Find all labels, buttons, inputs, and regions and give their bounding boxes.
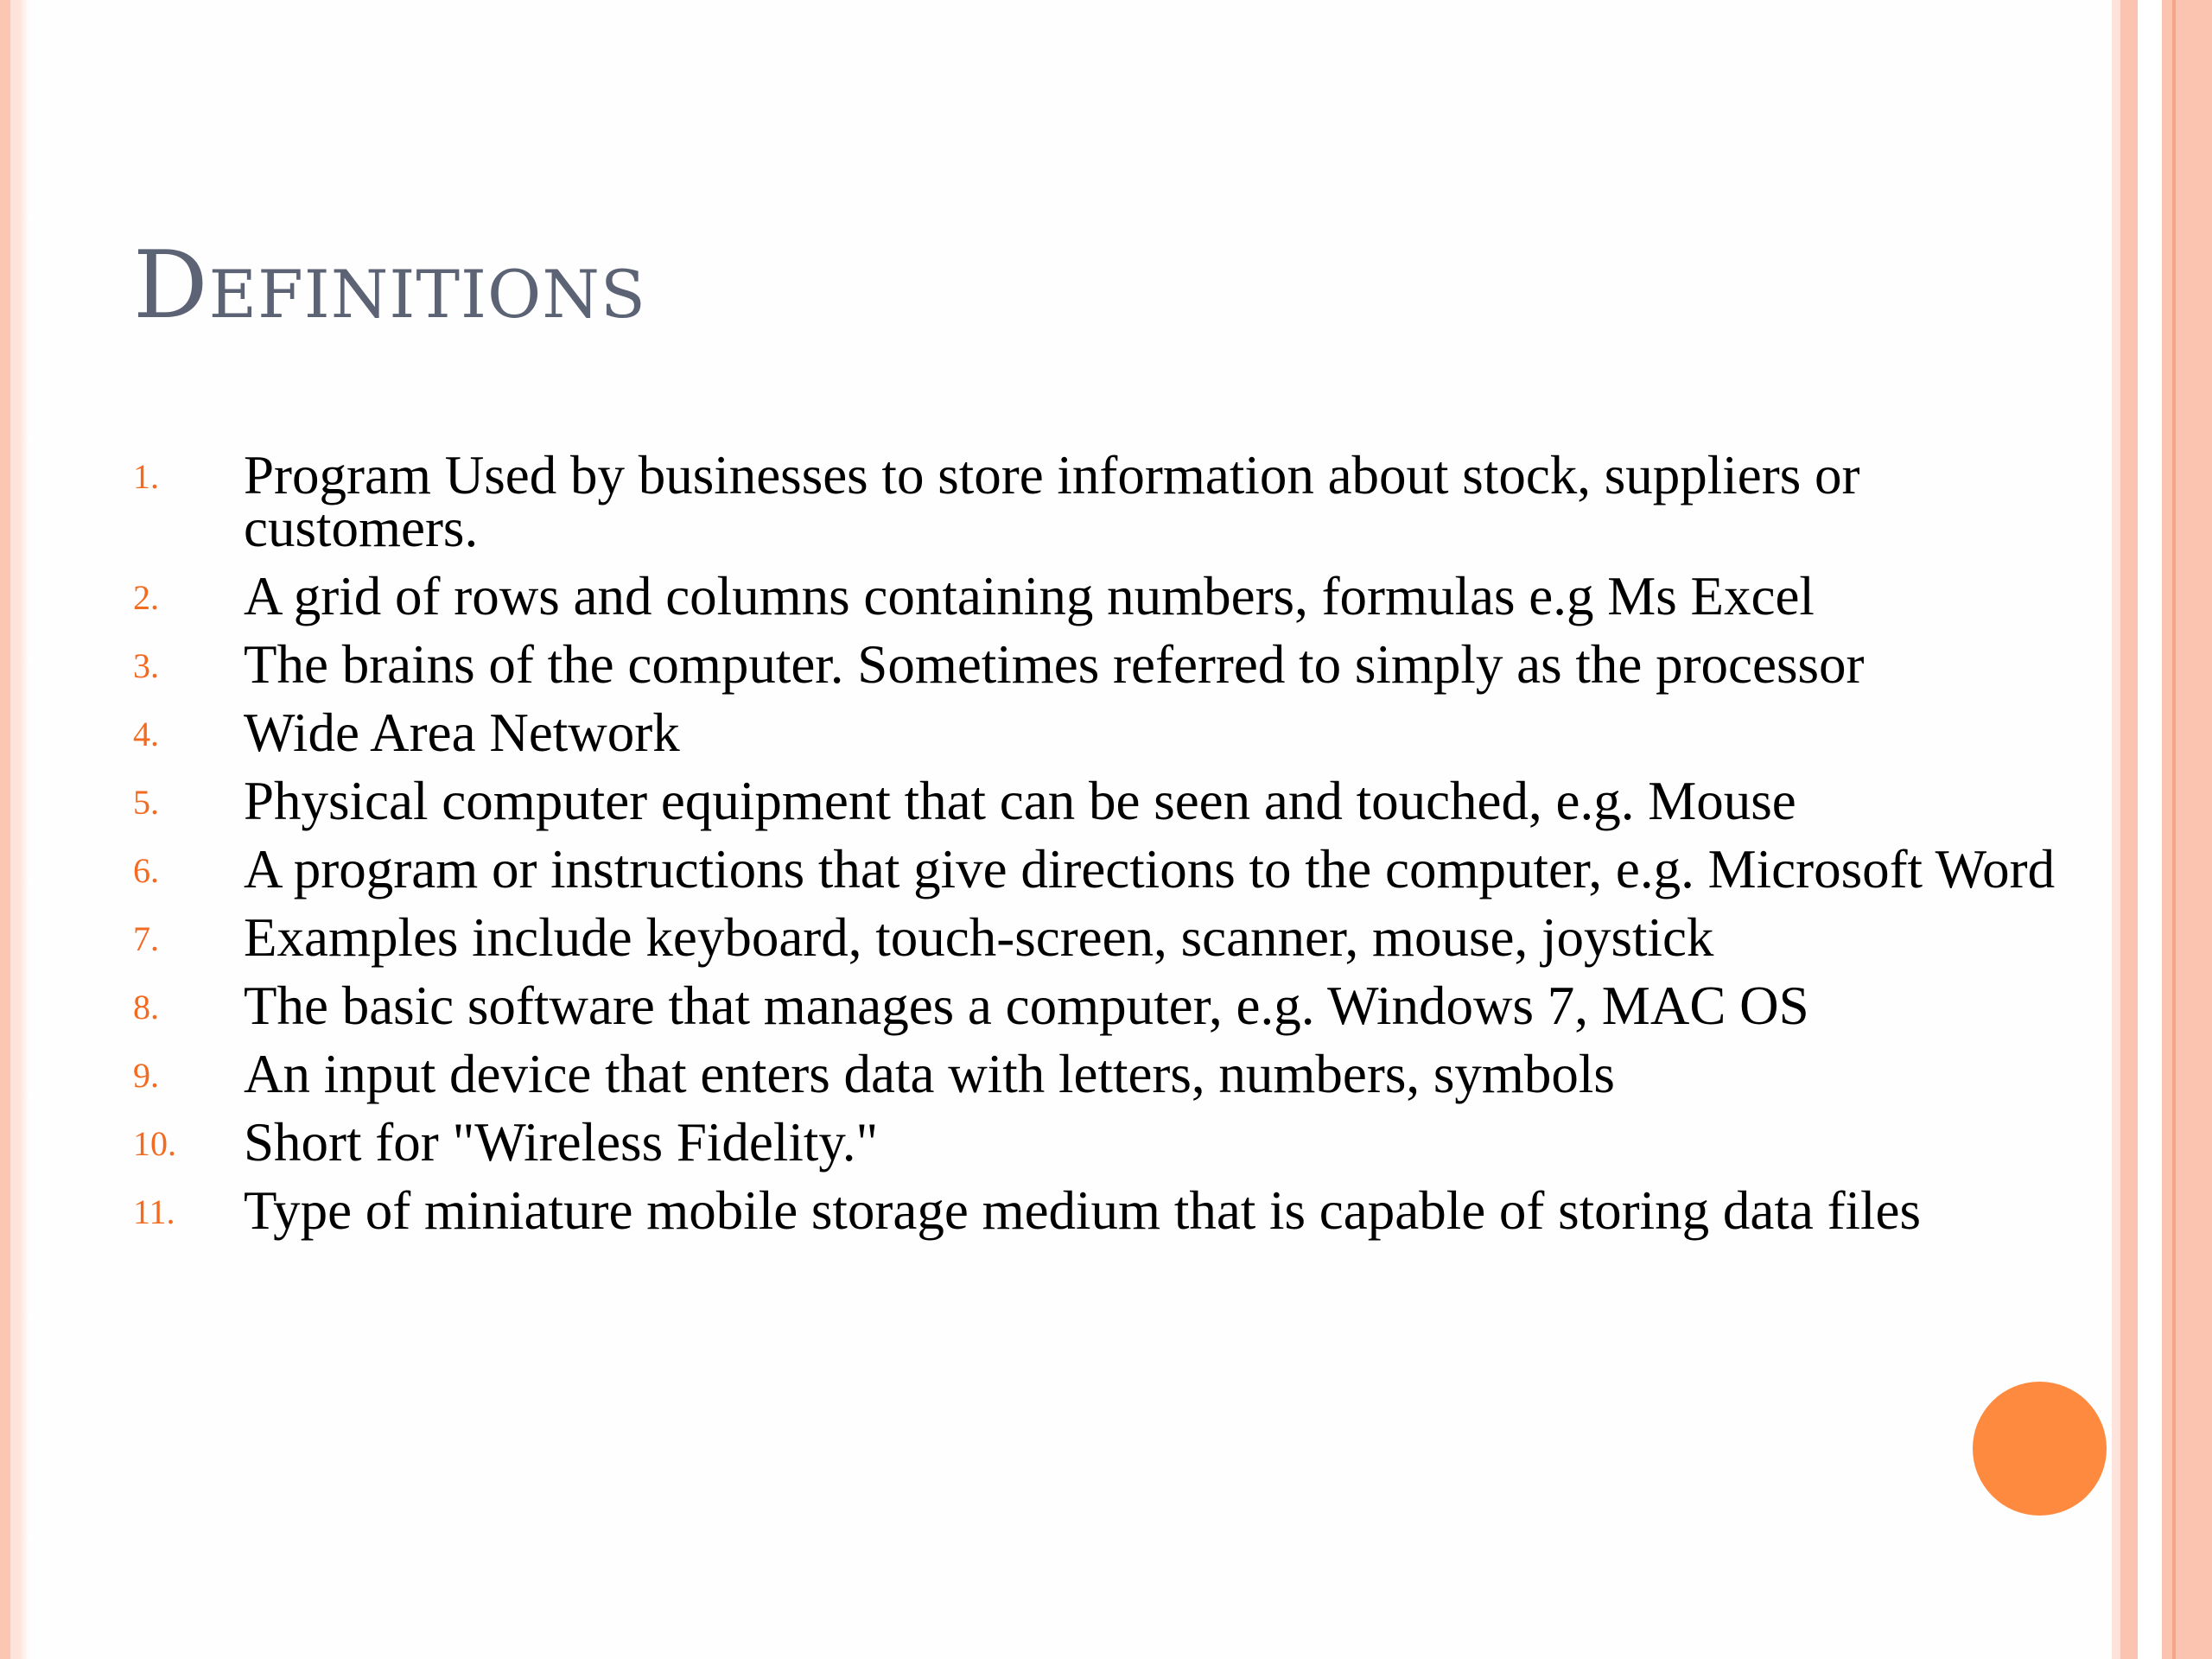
item-number: 5. <box>133 783 159 822</box>
item-text: Program Used by businesses to store information about stock, suppliers or customers. <box>244 445 1860 558</box>
list-item <box>133 566 2103 626</box>
item-number: 10. <box>133 1124 176 1163</box>
definition-list <box>133 445 2103 1253</box>
list-item <box>133 1112 2103 1173</box>
item-number: 2. <box>133 578 159 617</box>
right-frame-stripe <box>2162 0 2172 1659</box>
item-text: Type of miniature mobile storage medium that is capable of storing data files <box>244 1180 1922 1241</box>
item-number: 4. <box>133 715 159 753</box>
list-item <box>133 771 2103 831</box>
list-item <box>133 1180 2103 1241</box>
right-frame-stripe <box>2120 0 2138 1659</box>
slide-title: Definitions <box>133 232 646 340</box>
item-number: 9. <box>133 1056 159 1095</box>
item-text: Examples include keyboard, touch-screen, scanner, mouse, joystick <box>244 907 1714 968</box>
item-text: Wide Area Network <box>244 702 680 763</box>
orange-circle-icon <box>1973 1382 2107 1516</box>
right-frame-stripe <box>2176 0 2212 1659</box>
item-text: The basic software that manages a computer, e.g. Windows 7, MAC OS <box>244 976 1809 1036</box>
item-number: 6. <box>133 851 159 890</box>
list-item <box>133 907 2103 968</box>
item-text: The brains of the computer. Sometimes referred to simply as the processor <box>244 634 1865 695</box>
right-frame-stripe <box>2112 0 2120 1659</box>
item-number: 8. <box>133 988 159 1027</box>
item-number: 1. <box>133 457 159 496</box>
item-text: Short for "Wireless Fidelity." <box>244 1112 879 1173</box>
list-item <box>133 702 2103 763</box>
item-text: A grid of rows and columns containing numbers, formulas e.g Ms Excel <box>244 566 1815 626</box>
list-item <box>133 976 2103 1036</box>
list-item <box>133 1044 2103 1104</box>
item-number: 7. <box>133 919 159 958</box>
list-item <box>133 634 2103 695</box>
list-item <box>133 445 2103 558</box>
item-text: A program or instructions that give directions to the computer, e.g. Microsoft Word <box>244 839 2056 899</box>
right-frame-stripe <box>2138 0 2162 1659</box>
list-item <box>133 839 2103 899</box>
item-text: An input device that enters data with letters, numbers, symbols <box>244 1044 1615 1104</box>
item-text: Physical computer equipment that can be seen and touched, e.g. Mouse <box>244 771 1796 831</box>
item-number: 3. <box>133 646 159 685</box>
item-number: 11. <box>133 1192 175 1231</box>
left-border-stripe <box>0 0 29 1659</box>
